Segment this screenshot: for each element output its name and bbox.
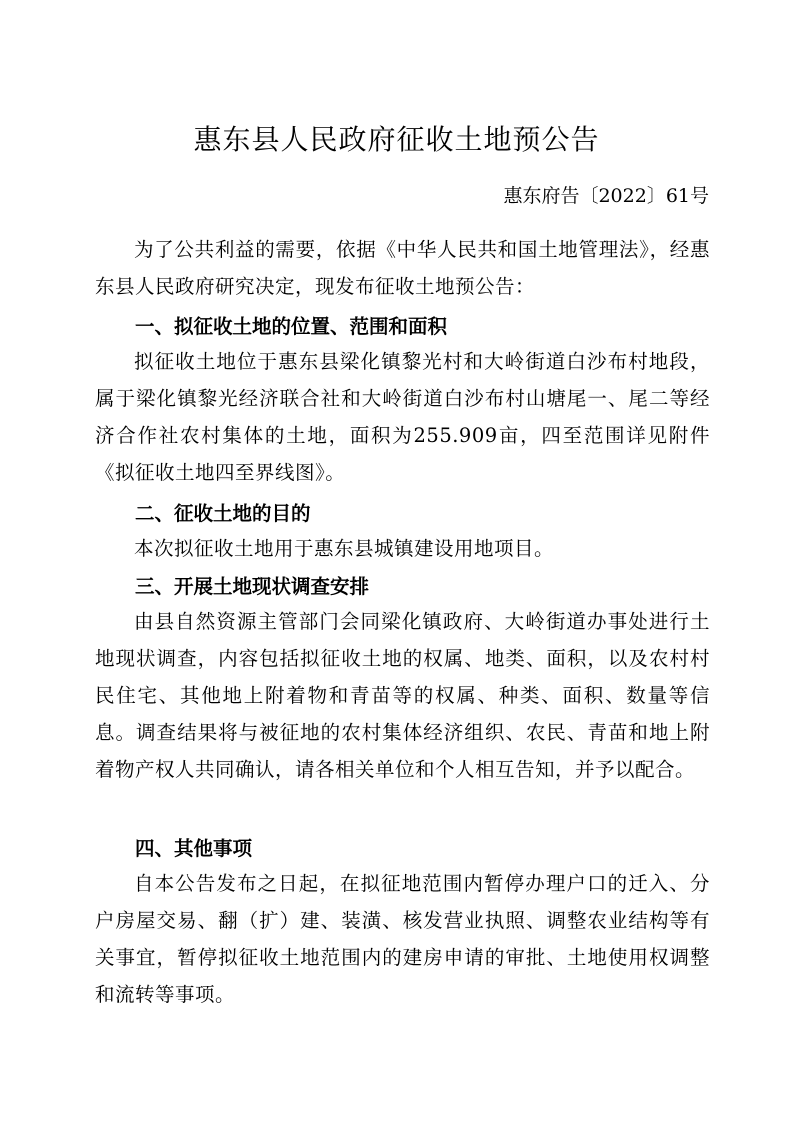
- section-4-body: 自本公告发布之日起，在拟征地范围内暂停办理户口的迁入、分户房屋交易、翻（扩）建、装潢、核发营业执照、调整农业结构等有关事宜，暂停拟征收土地范围内的建房申请的审批、土地使用权调整和流转等事项。: [95, 872, 710, 1006]
- section-3-body: 由县自然资源主管部门会同梁化镇政府、大岭街道办事处进行土地现状调查，内容包括拟征收土地的权属、地类、面积，以及农村村民住宅、其他地上附着物和青苗等的权属、种类、面积、数量等信息。调查结果将与被征地的农村集体经济组织、农民、青苗和地上附着物产权人共同确认，请各相关单位和个人相互告知，并予以配合。: [95, 610, 710, 781]
- document-number: 惠东府告〔2022〕61号: [503, 185, 709, 207]
- section-2-body: 本次拟征收土地用于惠东县城镇建设用地项目。: [134, 537, 555, 560]
- section-3-heading: 三、开展土地现状调查安排: [135, 575, 370, 598]
- intro-paragraph: 为了公共利益的需要，依据《中华人民共和国土地管理法》，经惠东县人民政府研究决定，现发布征收土地预公告：: [95, 238, 710, 298]
- section-1-body: 拟征收土地位于惠东县梁化镇黎光村和大岭街道白沙布村地段，属于梁化镇黎光经济联合社和大岭街道白沙布村山塘尾一、尾二等经济合作社农村集体的土地，面积为255.909亩，四至范围详见附件《拟征收土地四至界线图》。: [95, 350, 710, 484]
- section-2-heading: 二、征收土地的目的: [135, 502, 311, 525]
- section-4-heading: 四、其他事项: [135, 837, 253, 860]
- section-1-heading: 一、拟征收土地的位置、范围和面积: [135, 315, 448, 338]
- document-title: 惠东县人民政府征收土地预公告: [193, 123, 600, 156]
